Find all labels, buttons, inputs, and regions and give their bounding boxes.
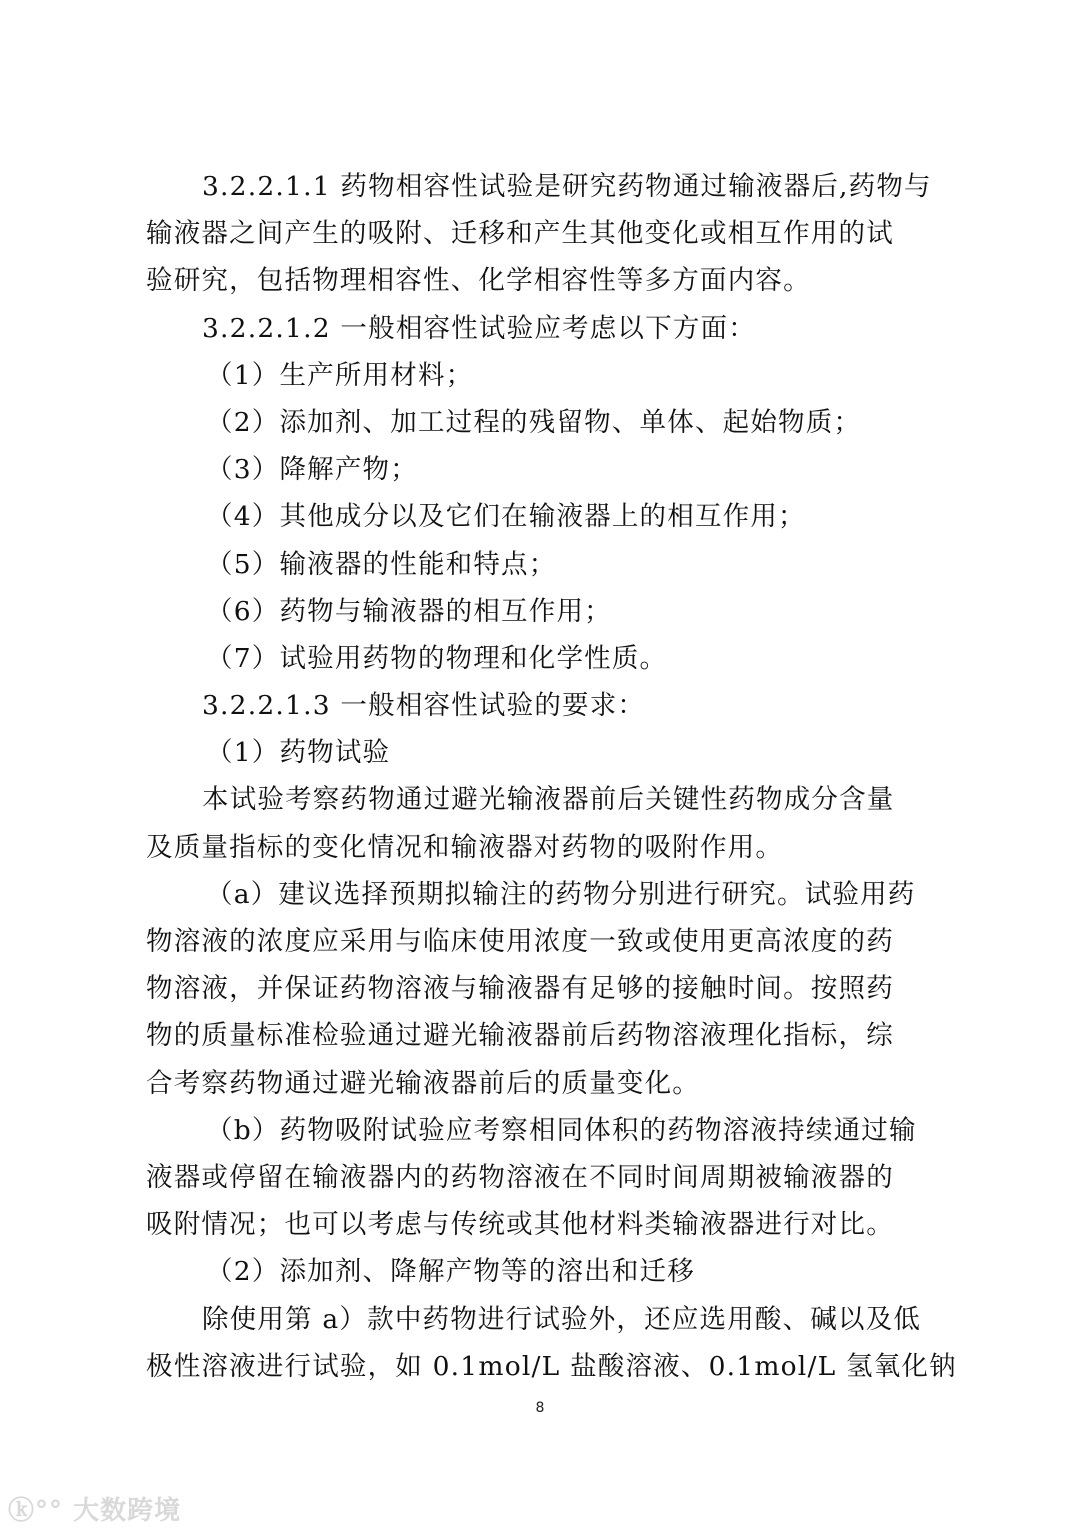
list-item-6: （6）药物与输液器的相互作用； [206,595,612,627]
paragraph-a-line-1: （a）建议选择预期拟输注的药物分别进行研究。试验用药 [206,878,916,910]
page-number: 8 [535,1400,545,1416]
subheading-additives-migration: （2）添加剂、降解产物等的溶出和迁移 [206,1256,695,1288]
paragraph-3-2-2-1-1-line-2: 输液器之间产生的吸附、迁移和产生其他变化或相互作用的试 [146,218,894,250]
paragraph-a-line-5: 合考察药物通过避光输液器前后的质量变化。 [146,1067,700,1099]
watermark [8,1490,181,1527]
paragraph-additives-line-1: 除使用第 a）款中药物进行试验外，还应选用酸、碱以及低 [202,1303,922,1335]
subheading-drug-test: （1）药物试验 [206,737,391,769]
paragraph-additives-line-2: 极性溶液进行试验，如 0.1mol/L 盐酸溶液、0.1mol/L 氢氧化钠 [146,1350,957,1382]
paragraph-a-line-2: 物溶液的浓度应采用与临床使用浓度一致或使用更高浓度的药 [146,926,894,957]
list-item-4: （4）其他成分以及它们在输液器上的相互作用； [206,501,806,533]
paragraph-b-line-1: （b）药物吸附试验应考察相同体积的药物溶液持续通过输 [206,1114,917,1146]
list-item-5: （5）输液器的性能和特点； [206,548,557,580]
list-item-2: （2）添加剂、加工过程的残留物、单体、起始物质； [206,406,862,438]
heading-3-2-2-1-2: 3.2.2.1.2 一般相容性试验应考虑以下方面： [202,312,756,344]
paragraph-3-2-2-1-1-line-3: 验研究，包括物理相容性、化学相容性等多方面内容。 [146,265,811,297]
paragraph-drug-test-line-1: 本试验考察药物通过避光输液器前后关键性药物成分含量 [202,784,895,816]
paragraph-a-line-3: 物溶液，并保证药物溶液与输液器有足够的接触时间。按照药 [146,973,894,1005]
list-item-3: （3）降解产物； [206,454,418,486]
paragraph-b-line-3: 吸附情况；也可以考虑与传统或其他材料类输液器进行对比。 [146,1209,894,1241]
watermark-logo-icon: ⓚ°° [8,1496,74,1526]
watermark-text: 大数跨境 [73,1496,182,1526]
list-item-7: （7）试验用药物的物理和化学性质。 [206,642,668,674]
heading-3-2-2-1-3: 3.2.2.1.3 一般相容性试验的要求： [202,690,646,722]
paragraph-b-line-2: 液器或停留在输液器内的药物溶液在不同时间周期被输液器的 [146,1161,894,1193]
paragraph-3-2-2-1-1-line-1: 3.2.2.1.1 药物相容性试验是研究药物通过输液器后,药物与 [202,171,932,202]
document-body [146,163,957,1390]
paragraph-drug-test-line-2: 及质量指标的变化情况和输液器对药物的吸附作用。 [146,831,784,863]
paragraph-a-line-4: 物的质量标准检验通过避光输液器前后药物溶液理化指标，综 [146,1020,894,1052]
list-item-1: （1）生产所用材料； [206,359,474,391]
